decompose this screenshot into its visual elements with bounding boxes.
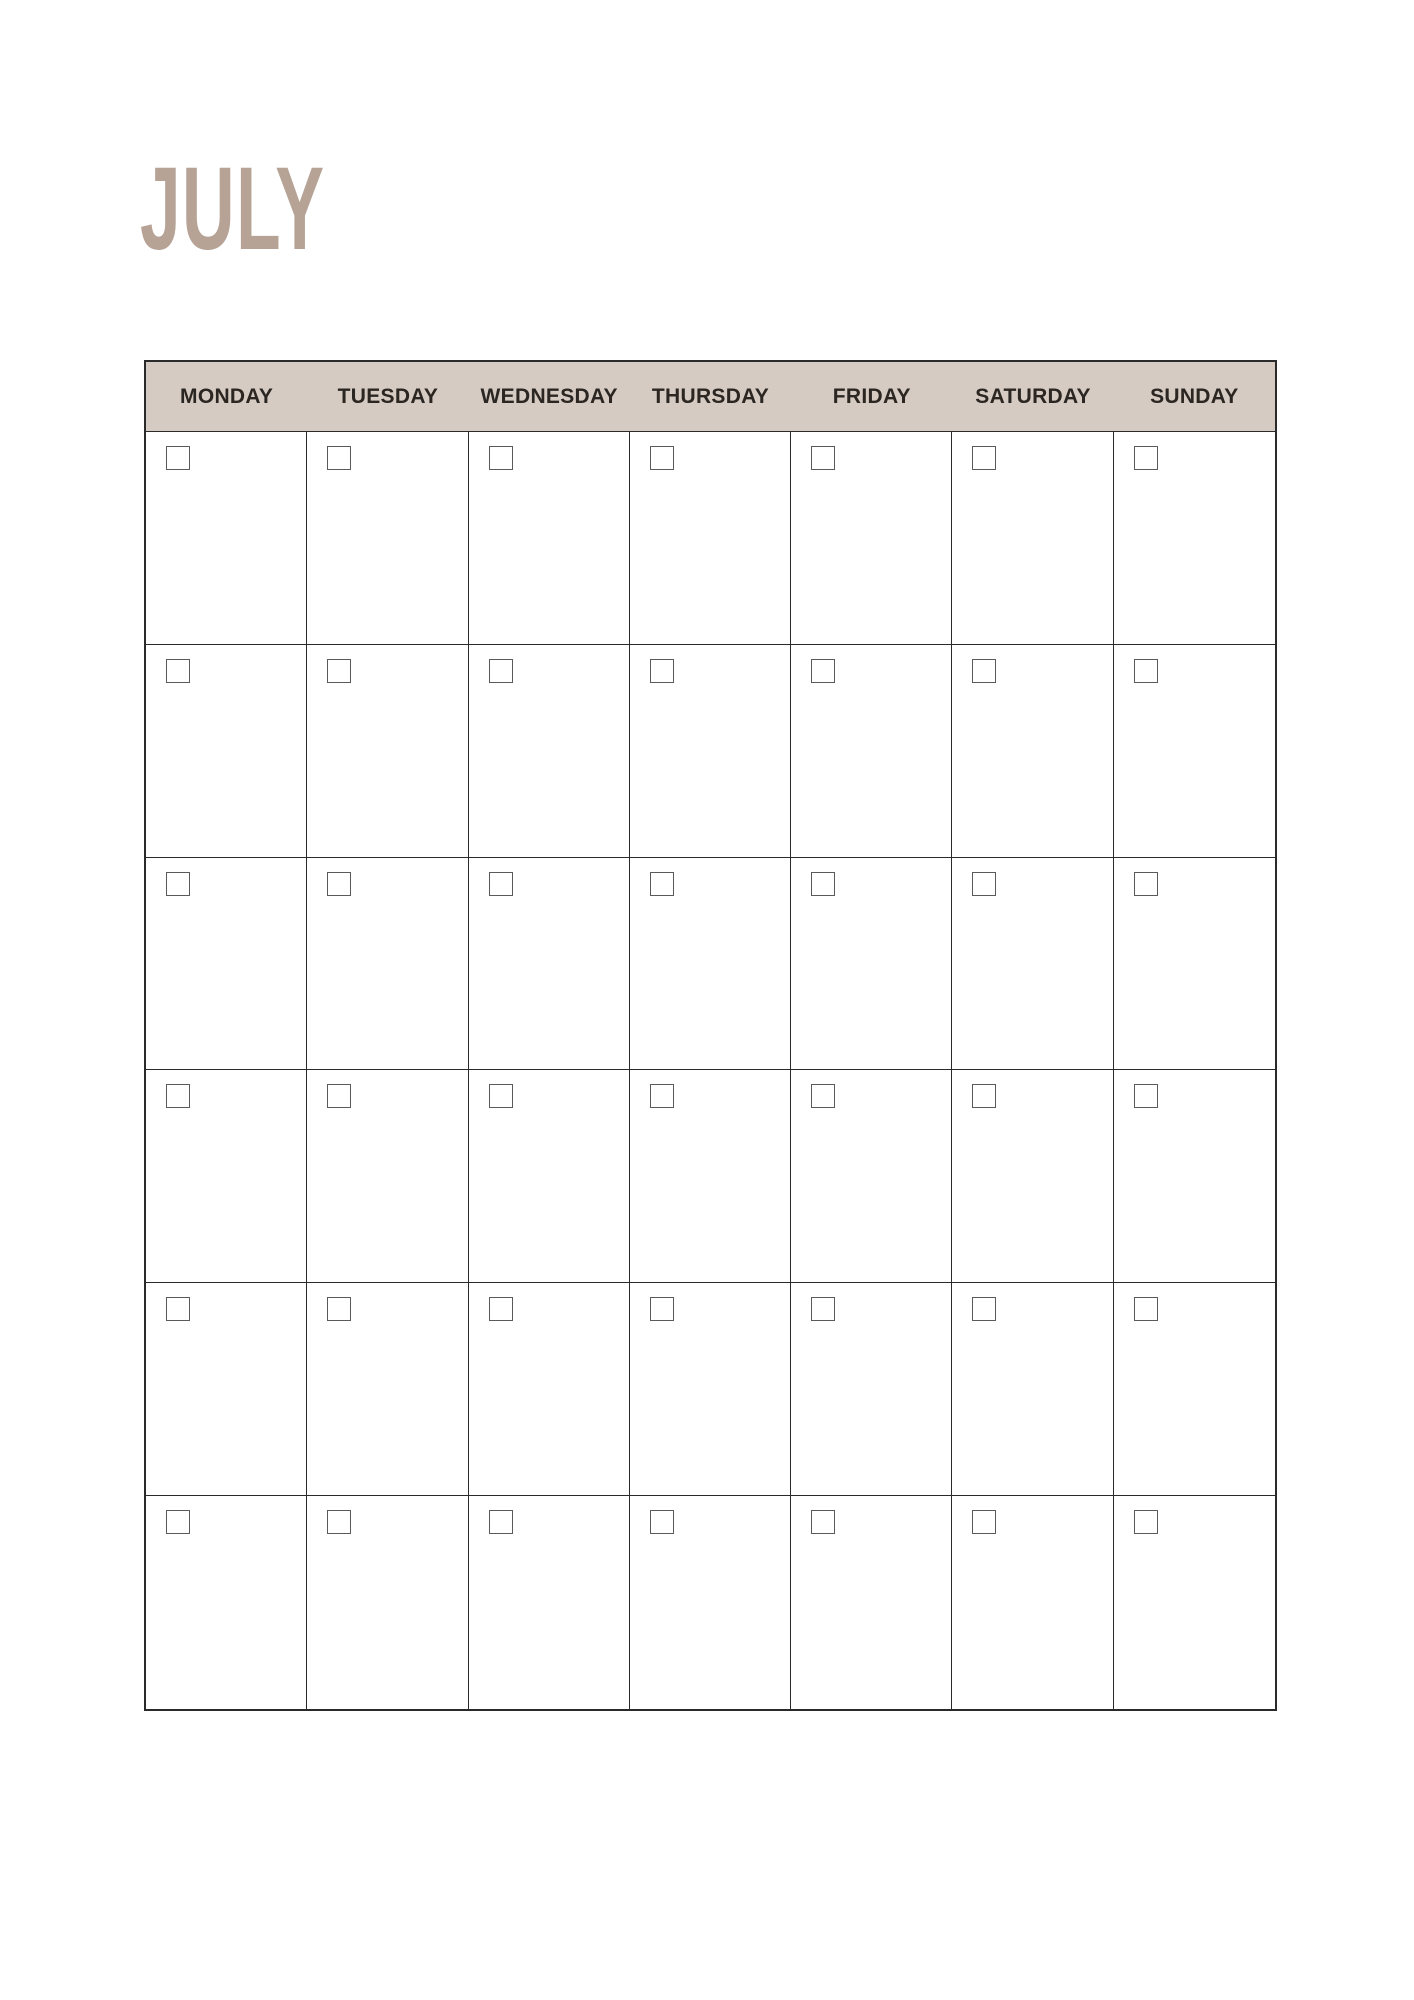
empty-checkbox-icon[interactable] bbox=[489, 872, 513, 896]
empty-checkbox-icon[interactable] bbox=[166, 1297, 190, 1321]
day-cell[interactable] bbox=[1114, 1496, 1275, 1709]
empty-checkbox-icon[interactable] bbox=[1134, 659, 1158, 683]
day-cell[interactable] bbox=[469, 1283, 630, 1496]
day-cell[interactable] bbox=[146, 1070, 307, 1283]
empty-checkbox-icon[interactable] bbox=[327, 1510, 351, 1534]
weekday-label-tuesday: TUESDAY bbox=[337, 384, 439, 408]
weekday-label-sunday: SUNDAY bbox=[1150, 384, 1239, 408]
day-cell[interactable] bbox=[630, 645, 791, 858]
day-cell[interactable] bbox=[1114, 645, 1275, 858]
empty-checkbox-icon[interactable] bbox=[1134, 1510, 1158, 1534]
day-cell[interactable] bbox=[1114, 432, 1275, 645]
weekday-label-friday: FRIDAY bbox=[832, 384, 911, 408]
day-cell[interactable] bbox=[307, 1070, 468, 1283]
day-cell[interactable] bbox=[630, 1496, 791, 1709]
empty-checkbox-icon[interactable] bbox=[1134, 1297, 1158, 1321]
day-cell[interactable] bbox=[307, 645, 468, 858]
empty-checkbox-icon[interactable] bbox=[327, 872, 351, 896]
day-cell[interactable] bbox=[791, 1070, 952, 1283]
empty-checkbox-icon[interactable] bbox=[650, 872, 674, 896]
day-cell[interactable] bbox=[952, 1496, 1113, 1709]
day-cell[interactable] bbox=[307, 1283, 468, 1496]
empty-checkbox-icon[interactable] bbox=[650, 1084, 674, 1108]
day-cell[interactable] bbox=[1114, 1070, 1275, 1283]
day-cell[interactable] bbox=[469, 432, 630, 645]
empty-checkbox-icon[interactable] bbox=[972, 872, 996, 896]
day-cell[interactable] bbox=[469, 645, 630, 858]
day-cell[interactable] bbox=[630, 858, 791, 1071]
day-cell[interactable] bbox=[952, 645, 1113, 858]
day-cell[interactable] bbox=[791, 858, 952, 1071]
day-cell[interactable] bbox=[791, 1496, 952, 1709]
empty-checkbox-icon[interactable] bbox=[650, 446, 674, 470]
empty-checkbox-icon[interactable] bbox=[166, 1510, 190, 1534]
empty-checkbox-icon[interactable] bbox=[650, 1510, 674, 1534]
day-cell[interactable] bbox=[307, 432, 468, 645]
day-cell[interactable] bbox=[791, 432, 952, 645]
empty-checkbox-icon[interactable] bbox=[811, 1297, 835, 1321]
day-cell[interactable] bbox=[146, 432, 307, 645]
empty-checkbox-icon[interactable] bbox=[811, 1510, 835, 1534]
empty-checkbox-icon[interactable] bbox=[1134, 872, 1158, 896]
calendar-grid bbox=[144, 360, 1277, 1711]
empty-checkbox-icon[interactable] bbox=[489, 1510, 513, 1534]
day-cell[interactable] bbox=[146, 1283, 307, 1496]
empty-checkbox-icon[interactable] bbox=[166, 1084, 190, 1108]
empty-checkbox-icon[interactable] bbox=[811, 446, 835, 470]
empty-checkbox-icon[interactable] bbox=[327, 1084, 351, 1108]
empty-checkbox-icon[interactable] bbox=[1134, 1084, 1158, 1108]
empty-checkbox-icon[interactable] bbox=[972, 1510, 996, 1534]
day-cell[interactable] bbox=[791, 1283, 952, 1496]
empty-checkbox-icon[interactable] bbox=[166, 659, 190, 683]
day-cell[interactable] bbox=[952, 432, 1113, 645]
empty-checkbox-icon[interactable] bbox=[489, 1084, 513, 1108]
day-cell[interactable] bbox=[469, 1496, 630, 1709]
day-cell[interactable] bbox=[146, 645, 307, 858]
empty-checkbox-icon[interactable] bbox=[166, 872, 190, 896]
day-cell[interactable] bbox=[1114, 858, 1275, 1071]
weekday-label-wednesday: WEDNESDAY bbox=[480, 384, 618, 408]
month-title: JULY bbox=[140, 143, 326, 275]
day-cell[interactable] bbox=[630, 432, 791, 645]
day-cell[interactable] bbox=[952, 1283, 1113, 1496]
empty-checkbox-icon[interactable] bbox=[1134, 446, 1158, 470]
empty-checkbox-icon[interactable] bbox=[972, 1084, 996, 1108]
day-cell[interactable] bbox=[146, 858, 307, 1071]
day-cell[interactable] bbox=[630, 1283, 791, 1496]
empty-checkbox-icon[interactable] bbox=[972, 659, 996, 683]
empty-checkbox-icon[interactable] bbox=[327, 659, 351, 683]
weekday-label-saturday: SATURDAY bbox=[975, 384, 1091, 408]
day-cell[interactable] bbox=[952, 858, 1113, 1071]
day-cell[interactable] bbox=[307, 858, 468, 1071]
day-cell[interactable] bbox=[469, 858, 630, 1071]
day-cell[interactable] bbox=[952, 1070, 1113, 1283]
empty-checkbox-icon[interactable] bbox=[650, 659, 674, 683]
empty-checkbox-icon[interactable] bbox=[972, 1297, 996, 1321]
weekday-header bbox=[146, 362, 1275, 432]
day-cell[interactable] bbox=[469, 1070, 630, 1283]
day-cell[interactable] bbox=[146, 1496, 307, 1709]
empty-checkbox-icon[interactable] bbox=[489, 1297, 513, 1321]
weekday-label-thursday: THURSDAY bbox=[651, 384, 770, 408]
day-cell[interactable] bbox=[791, 645, 952, 858]
calendar-days bbox=[146, 432, 1275, 1709]
empty-checkbox-icon[interactable] bbox=[972, 446, 996, 470]
day-cell[interactable] bbox=[307, 1496, 468, 1709]
empty-checkbox-icon[interactable] bbox=[489, 446, 513, 470]
empty-checkbox-icon[interactable] bbox=[811, 659, 835, 683]
empty-checkbox-icon[interactable] bbox=[327, 446, 351, 470]
weekday-label-monday: MONDAY bbox=[180, 384, 274, 408]
empty-checkbox-icon[interactable] bbox=[811, 1084, 835, 1108]
empty-checkbox-icon[interactable] bbox=[166, 446, 190, 470]
empty-checkbox-icon[interactable] bbox=[650, 1297, 674, 1321]
empty-checkbox-icon[interactable] bbox=[811, 872, 835, 896]
empty-checkbox-icon[interactable] bbox=[489, 659, 513, 683]
day-cell[interactable] bbox=[1114, 1283, 1275, 1496]
day-cell[interactable] bbox=[630, 1070, 791, 1283]
empty-checkbox-icon[interactable] bbox=[327, 1297, 351, 1321]
